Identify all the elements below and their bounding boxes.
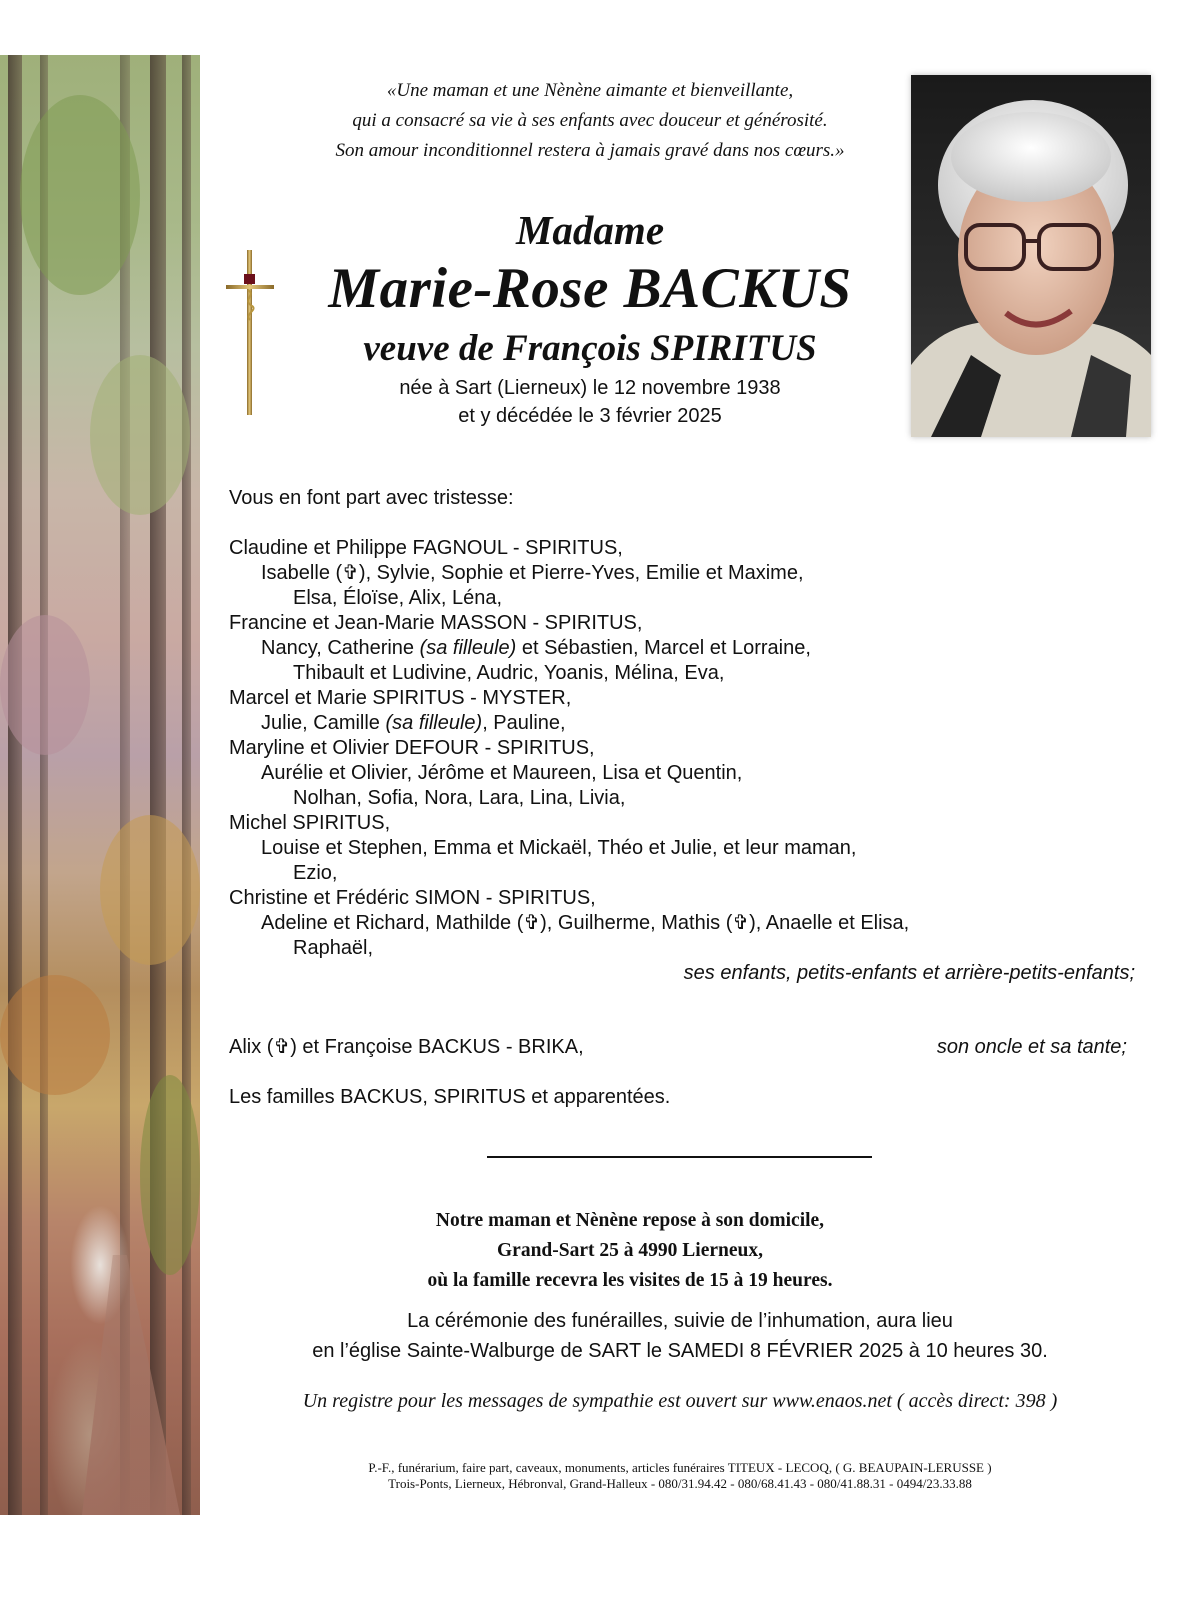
family-list	[229, 486, 1139, 1110]
family-line	[229, 711, 1139, 736]
text: et Sébastien, Marcel et Lorraine,	[516, 637, 811, 659]
honorific: Madame	[515, 207, 665, 253]
uncle-aunt-names: Alix (✞) et Françoise BACKUS - BRIKA,	[229, 1036, 584, 1058]
ceremony-line: La cérémonie des funérailles, suivie de l’inhumation, aura lieu	[407, 1310, 953, 1332]
condolence-register: Un registre pour les messages de sympathie est ouvert sur www.enaos.net ( accès direct: 398 )	[302, 1390, 1058, 1412]
text: Julie, Camille	[261, 712, 386, 734]
repose-line: Grand-Sart 25 à 4990 Lierneux,	[497, 1240, 763, 1261]
intro-line: Vous en font part avec tristesse:	[229, 487, 514, 509]
portrait-photo	[911, 75, 1151, 437]
family-line: Claudine et Philippe FAGNOUL - SPIRITUS,	[229, 537, 623, 559]
repose-info	[330, 1206, 930, 1296]
quote-line: qui a consacré sa vie à ses enfants avec douceur et générosité.	[352, 110, 828, 131]
text: , Pauline,	[482, 712, 566, 734]
birth-line: née à Sart (Lierneux) le 12 novembre 1938	[399, 377, 781, 399]
family-line: Aurélie et Olivier, Jérôme et Maureen, Lisa et Quentin,	[261, 762, 743, 784]
birth-death-dates	[330, 374, 850, 430]
cross-icon	[226, 250, 274, 415]
deceased-name: Marie-Rose BACKUS	[328, 257, 852, 320]
widow-of: veuve de François SPIRITUS	[363, 328, 817, 369]
footer-line: P.-F., funérarium, faire part, caveaux, monuments, articles funéraires TITEUX - LECOQ, ( G. BEAUPAIN-LERUSSE )	[368, 1460, 992, 1475]
quote-line: «Une maman et une Nènène aimante et bienveillante,	[386, 80, 794, 101]
funeral-home-footer	[240, 1460, 1120, 1492]
family-line: Michel SPIRITUS,	[229, 812, 391, 834]
family-line: Isabelle (✞), Sylvie, Sophie et Pierre-Yves, Emilie et Maxime,	[261, 562, 804, 584]
repose-line: où la famille recevra les visites de 15 à 19 heures.	[427, 1270, 833, 1291]
text: Nancy, Catherine	[261, 637, 420, 659]
divider	[487, 1156, 872, 1158]
family-line: Ezio,	[293, 862, 338, 884]
family-line: Louise et Stephen, Emma et Mickaël, Théo et Julie, et leur maman,	[261, 837, 857, 859]
family-line: Nolhan, Sofia, Nora, Lara, Lina, Livia,	[293, 787, 626, 809]
family-line: Adeline et Richard, Mathilde (✞), Guilherme, Mathis (✞), Anaelle et Elisa,	[261, 912, 910, 934]
relation-summary: ses enfants, petits-enfants et arrière-petits-enfants;	[683, 962, 1135, 984]
family-line: Raphaël,	[293, 937, 374, 959]
uncle-aunt-line	[229, 1035, 1139, 1060]
family-line: Thibault et Ludivine, Audric, Yoanis, Mélina, Eva,	[293, 662, 725, 684]
family-line: Francine et Jean-Marie MASSON - SPIRITUS,	[229, 612, 643, 634]
family-line	[229, 636, 1139, 661]
family-line: Marcel et Marie SPIRITUS - MYSTER,	[229, 687, 572, 709]
repose-line: Notre maman et Nènène repose à son domicile,	[435, 1210, 825, 1231]
ceremony-line: en l’église Sainte-Walburge de SART le SAMEDI 8 FÉVRIER 2025 à 10 heures 30.	[312, 1340, 1048, 1362]
families-line: Les familles BACKUS, SPIRITUS et apparentées.	[229, 1086, 671, 1108]
godchild-note: (sa filleule)	[385, 712, 483, 734]
family-line: Elsa, Éloïse, Alix, Léna,	[293, 587, 503, 609]
forest-path-photo	[0, 55, 200, 1515]
footer-line: Trois-Ponts, Lierneux, Hébronval, Grand-Halleux - 080/31.94.42 - 080/68.41.43 - 080/41.88.31 - 0494/23.33.88	[388, 1476, 972, 1491]
family-line: Christine et Frédéric SIMON - SPIRITUS,	[229, 887, 596, 909]
memorial-quote	[250, 76, 930, 166]
quote-line: Son amour inconditionnel restera à jamais gravé dans nos cœurs.»	[335, 140, 845, 161]
ceremony-info	[240, 1306, 1120, 1366]
godchild-note: (sa filleule)	[419, 637, 517, 659]
uncle-aunt-relation: son oncle et sa tante;	[936, 1036, 1127, 1058]
family-line: Maryline et Olivier DEFOUR - SPIRITUS,	[229, 737, 595, 759]
death-line: et y décédée le 3 février 2025	[458, 405, 722, 427]
